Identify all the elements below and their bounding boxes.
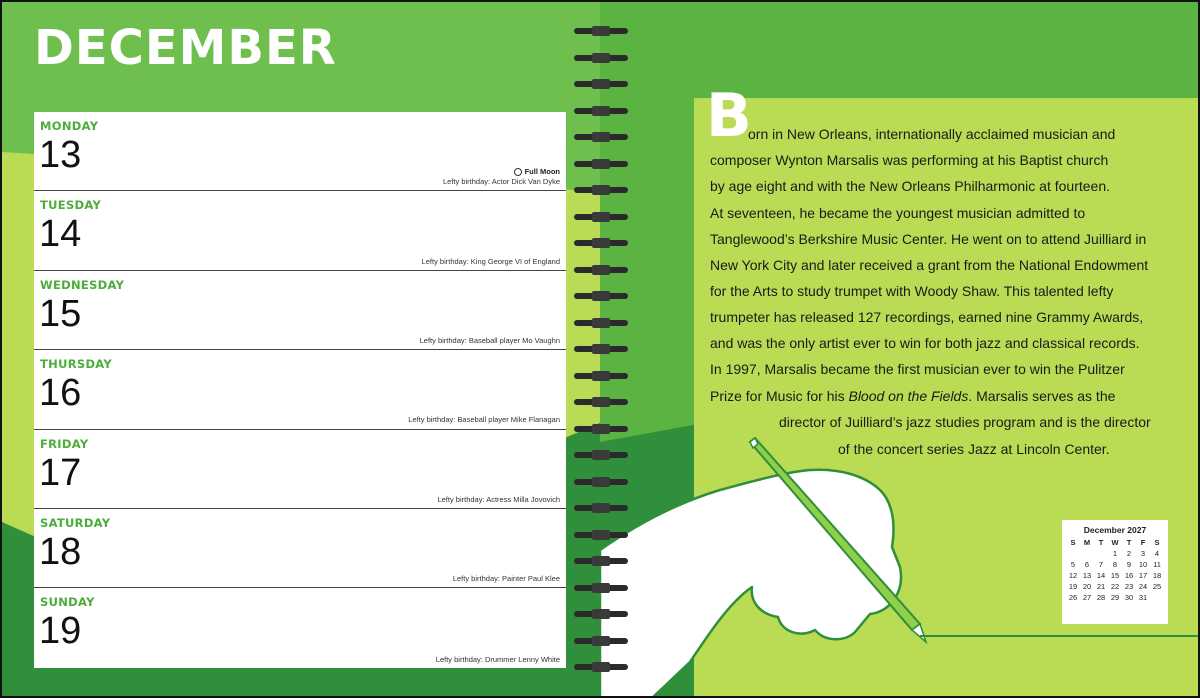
- day-row-friday: [34, 430, 566, 509]
- calendar-day: 27: [1082, 593, 1092, 602]
- lefty-birthday-note: Lefty birthday: Baseball player Mike Flanagan: [408, 415, 560, 425]
- weekday-label: FRIDAY: [40, 436, 89, 451]
- calendar-week: [1066, 592, 1164, 603]
- calendar-day: 30: [1124, 593, 1134, 602]
- calendar-day: 1: [1112, 549, 1118, 558]
- moon-phase: [443, 167, 560, 177]
- spiral-coil: [574, 263, 628, 275]
- spiral-coil: [574, 157, 628, 169]
- day-row-saturday: [34, 509, 566, 588]
- calendar-day: 7: [1098, 560, 1104, 569]
- calendar-day: 15: [1110, 571, 1120, 580]
- calendar-week: [1066, 570, 1164, 581]
- calendar-day: 25: [1152, 582, 1162, 591]
- weekday-label: SUNDAY: [40, 595, 95, 610]
- spiral-coil: [574, 342, 628, 354]
- calendar-day: 29: [1110, 593, 1120, 602]
- spiral-coil: [574, 316, 628, 328]
- spiral-coil: [574, 369, 628, 381]
- weekday-label: TUESDAY: [40, 198, 102, 213]
- weekday-header: M: [1083, 538, 1091, 547]
- spiral-coil: [574, 130, 628, 142]
- calendar-day: 5: [1070, 560, 1076, 569]
- calendar-day: 16: [1124, 571, 1134, 580]
- lefty-birthday-note: Lefty birthday: Baseball player Mo Vaughn: [419, 336, 560, 346]
- story-line: orn in New Orleans, internationally acclaimed musician and: [748, 126, 1116, 142]
- lefty-birthday-note: Lefty birthday: Drummer Lenny White: [435, 654, 560, 664]
- spiral-coil: [574, 183, 628, 195]
- calendar-day: 28: [1096, 593, 1106, 602]
- story-line: New York City and later received a grant from the National Endowment: [710, 257, 1149, 273]
- weekday-header: S: [1154, 538, 1160, 547]
- weekday-label: WEDNESDAY: [40, 277, 125, 292]
- day-notes: [437, 495, 560, 505]
- calendar-day: 26: [1068, 593, 1078, 602]
- weekday-header: W: [1111, 538, 1119, 547]
- month-title: DECEMBER: [34, 20, 337, 76]
- calendar-day: 10: [1138, 560, 1148, 569]
- mini-calendar-grid: [1066, 537, 1164, 603]
- story-line: director of Juilliard’s jazz studies program and is the director: [779, 414, 1151, 430]
- story-line: of the concert series Jazz at Lincoln Center.: [838, 441, 1110, 457]
- story-line: trumpeter has released 127 recordings, earned nine Grammy Awards,: [710, 309, 1144, 325]
- lefty-birthday-note: Lefty birthday: Actress Milla Jovovich: [437, 494, 560, 504]
- calendar-day: 6: [1084, 560, 1090, 569]
- drop-cap: B: [706, 81, 752, 151]
- lefty-birthday-note: Lefty birthday: King George VI of England: [421, 256, 560, 266]
- calendar-day: [1150, 592, 1164, 603]
- story-line: In 1997, Marsalis became the first musician ever to win the Pulitzer: [710, 361, 1125, 377]
- weekday-label: SATURDAY: [40, 515, 111, 530]
- mini-calendar: [1062, 520, 1168, 624]
- day-number: 13: [39, 134, 82, 176]
- calendar-day: 3: [1140, 549, 1146, 558]
- calendar-day: 13: [1082, 571, 1092, 580]
- calendar-day: 31: [1138, 593, 1148, 602]
- day-number: 19: [39, 610, 82, 653]
- spiral-coil: [574, 607, 628, 619]
- day-notes: [453, 574, 560, 584]
- spiral-coil: [574, 422, 628, 434]
- day-number: 18: [39, 530, 82, 573]
- calendar-day: 19: [1068, 582, 1078, 591]
- spiral-binding: [574, 24, 628, 674]
- calendar-day: 24: [1138, 582, 1148, 591]
- spiral-coil: [574, 77, 628, 89]
- weekday-label: THURSDAY: [40, 357, 113, 372]
- calendar-day: 21: [1096, 582, 1106, 591]
- calendar-week: [1066, 559, 1164, 570]
- day-number: 16: [39, 372, 82, 415]
- spiral-coil: [574, 104, 628, 116]
- story-line: for the Arts to study trumpet with Woody Shaw. This talented lefty: [710, 283, 1114, 299]
- day-notes: [436, 655, 560, 665]
- story-text: . Marsalis serves as the: [968, 388, 1116, 404]
- spiral-coil: [574, 236, 628, 248]
- spiral-coil: [574, 448, 628, 460]
- spiral-coil: [574, 210, 628, 222]
- day-number: 17: [39, 451, 82, 494]
- day-number: 14: [39, 213, 82, 256]
- lefty-birthday-note: Lefty birthday: Painter Paul Klee: [452, 574, 560, 584]
- day-notes: [420, 336, 560, 346]
- spiral-coil: [574, 395, 628, 407]
- calendar-day: 12: [1068, 571, 1078, 580]
- spiral-coil: [574, 660, 628, 672]
- calendar-day: [1094, 548, 1108, 559]
- calendar-day: [1066, 548, 1080, 559]
- day-notes: [408, 415, 560, 425]
- day-row-wednesday: [34, 271, 566, 350]
- story-line: [710, 389, 1115, 403]
- calendar-day: [1080, 548, 1094, 559]
- week-day-list: [34, 112, 566, 668]
- day-row-tuesday: [34, 191, 566, 270]
- spiral-coil: [574, 51, 628, 63]
- day-notes: [443, 167, 560, 187]
- moon-phase-label: Full Moon: [524, 167, 560, 177]
- day-notes: [422, 257, 560, 267]
- full-moon-icon: [514, 168, 522, 176]
- work-title: Blood on the Fields: [848, 388, 969, 404]
- calendar-day: 2: [1126, 549, 1132, 558]
- day-row-sunday: [34, 588, 566, 667]
- weekday-header: T: [1098, 538, 1104, 547]
- lefty-birthday-note: Lefty birthday: Actor Dick Van Dyke: [443, 177, 560, 187]
- calendar-week: [1066, 548, 1164, 559]
- calendar-day: 20: [1082, 582, 1092, 591]
- calendar-day: 11: [1153, 560, 1161, 569]
- calendar-day: 17: [1138, 571, 1148, 580]
- weekday-header: F: [1140, 538, 1146, 547]
- spiral-coil: [574, 581, 628, 593]
- story-line: by age eight and with the New Orleans Philharmonic at fourteen.: [710, 178, 1111, 194]
- spiral-coil: [574, 634, 628, 646]
- story-text: Prize for Music for his: [710, 388, 849, 404]
- weekday-label: MONDAY: [40, 119, 99, 133]
- calendar-day: 8: [1112, 560, 1118, 569]
- day-row-thursday: [34, 350, 566, 429]
- story-line: Tanglewood’s Berkshire Music Center. He went on to attend Juilliard in: [710, 231, 1147, 247]
- spiral-coil: [574, 24, 628, 36]
- calendar-day: 14: [1096, 571, 1106, 580]
- calendar-day: 23: [1124, 582, 1134, 591]
- calendar-week: [1066, 581, 1164, 592]
- spiral-coil: [574, 501, 628, 513]
- story-line: composer Wynton Marsalis was performing at his Baptist church: [710, 152, 1109, 168]
- calendar-day: 9: [1126, 560, 1132, 569]
- day-number: 15: [39, 292, 82, 335]
- spiral-coil: [574, 528, 628, 540]
- weekday-header: S: [1070, 538, 1076, 547]
- story-line: and was the only artist ever to win for both jazz and classical records.: [710, 335, 1140, 351]
- weekday-header: T: [1126, 538, 1132, 547]
- calendar-day: 4: [1154, 549, 1160, 558]
- day-row-monday: [34, 112, 566, 191]
- spiral-coil: [574, 554, 628, 566]
- story-line: At seventeen, he became the youngest musician admitted to: [710, 205, 1086, 221]
- calendar-day: 18: [1152, 571, 1162, 580]
- mini-calendar-title: December 2027: [1083, 525, 1147, 535]
- spiral-coil: [574, 289, 628, 301]
- spiral-coil: [574, 475, 628, 487]
- weekday-header-row: [1066, 537, 1164, 548]
- calendar-day: 22: [1110, 582, 1120, 591]
